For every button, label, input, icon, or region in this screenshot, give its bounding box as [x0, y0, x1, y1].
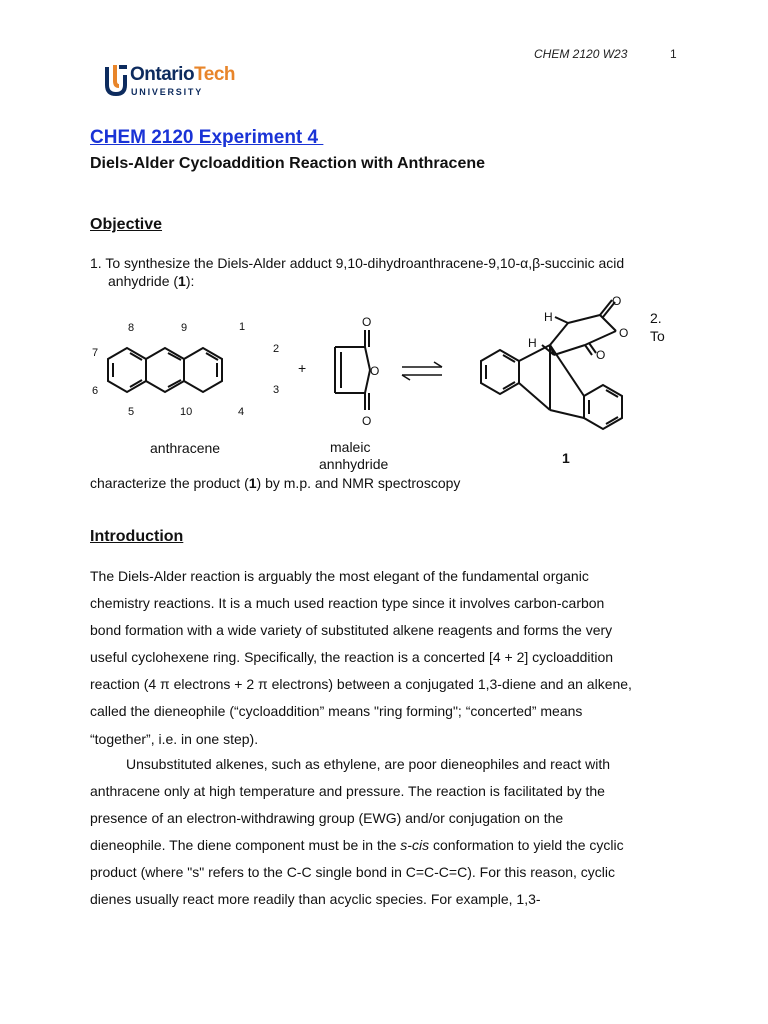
atom-oxygen: O — [362, 414, 372, 428]
atom-oxygen: O — [612, 295, 622, 308]
ring-number: 6 — [92, 385, 99, 397]
anthracene-structure — [108, 348, 222, 392]
ring-number: 2 — [273, 343, 280, 355]
ring-number: 8 — [128, 322, 135, 334]
ring-number: 1 — [239, 321, 246, 333]
atom-oxygen: O — [596, 348, 606, 362]
atom-oxygen: O — [362, 315, 372, 329]
objective-item-2: characterize the product (1) by m.p. and NMR spectroscopy — [90, 475, 461, 491]
paragraph-line: called the dieneophile (“cycloaddition” means "ring forming"; “concerted” means — [90, 703, 583, 720]
ring-number: 7 — [92, 347, 99, 359]
ontario-tech-logo — [104, 62, 244, 102]
introduction-heading: Introduction — [90, 528, 184, 545]
header-page-number: 1 — [670, 47, 677, 61]
objective-item-1: 1. To synthesize the Diels-Alder adduct 9,10-dihydroanthracene-9,10-α,β-succinic acid — [90, 255, 625, 271]
document-title: CHEM 2120 Experiment 4 — [90, 127, 324, 148]
document-subtitle: Diels-Alder Cycloaddition Reaction with Anthracene — [90, 155, 486, 172]
paragraph-line: “together”, i.e. in one step). — [90, 730, 259, 747]
paragraph-line: dienes usually react more readily than acyclic species. For example, 1,3- — [90, 891, 541, 908]
paragraph-line: dieneophile. The diene component must be in the s-cis conformation to yield the cyclic — [90, 837, 624, 854]
atom-oxygen: O — [370, 364, 380, 378]
maleic-anhydride-structure — [335, 330, 370, 410]
equilibrium-arrows — [402, 362, 442, 380]
ring-number: 10 — [180, 406, 193, 418]
paragraph-line: Unsubstituted alkenes, such as ethylene, are poor dieneophiles and react with — [126, 756, 611, 772]
objective-item-1-continued: anhydride (1): — [108, 273, 195, 289]
atom-oxygen: O — [619, 326, 629, 340]
paragraph-line: bond formation with a wide variety of substituted alkene reagents and forms the very — [90, 622, 613, 639]
logo-university: UNIVERSITY — [131, 87, 204, 97]
product-label: 1 — [562, 450, 570, 466]
header-course-code: CHEM 2120 W23 — [534, 47, 628, 61]
paragraph-line: presence of an electron-withdrawing group (EWG) and/or conjugation on the — [90, 810, 564, 827]
paragraph-line: product (where "s" refers to the C-C single bond in C=C-C=C). For this reason, cyclic — [90, 864, 616, 881]
anhydride-label: annhydride — [319, 456, 389, 472]
ring-number: 4 — [238, 406, 245, 418]
paragraph-line: useful cyclohexene ring. Specifically, the reaction is a concerted [4 + 2] cycloaddition — [90, 649, 614, 666]
paragraph-line: reaction (4 π electrons + 2 π electrons) between a conjugated 1,3-diene and an alkene, — [90, 676, 632, 693]
introduction-paragraph-1 — [90, 563, 690, 753]
ring-number: 3 — [273, 384, 280, 396]
ontario-tech-shield-icon — [104, 63, 128, 97]
introduction-paragraph-2 — [90, 751, 690, 914]
atom-hydrogen: H — [528, 336, 537, 350]
objective-item-2-start: To — [650, 328, 665, 344]
paragraph-line: The Diels-Alder reaction is arguably the most elegant of the fundamental organic — [90, 568, 589, 584]
anthracene-label: anthracene — [150, 440, 221, 456]
logo-wordmark: OntarioTech — [130, 64, 235, 85]
objective-heading: Objective — [90, 216, 163, 233]
atom-hydrogen: H — [544, 310, 553, 324]
plus-sign: + — [298, 360, 307, 376]
ring-number: 5 — [128, 406, 135, 418]
paragraph-line: anthracene only at high temperature and pressure. The reaction is facilitated by the — [90, 783, 605, 800]
ring-number: 9 — [181, 322, 188, 334]
objective-item-2-number: 2. — [650, 310, 662, 326]
maleic-label: maleic — [330, 439, 371, 455]
paragraph-line: chemistry reactions. It is a much used reaction type since it involves carbon-carbon — [90, 595, 605, 612]
